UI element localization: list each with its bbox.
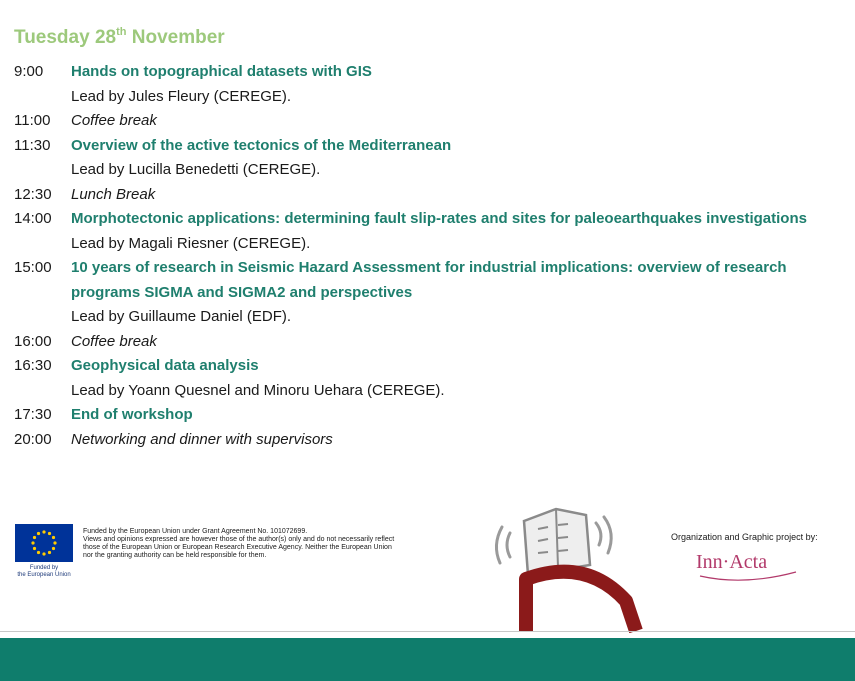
- schedule-item: [14, 330, 844, 355]
- footer-divider: [0, 631, 855, 632]
- eu-flag-icon: [15, 524, 73, 562]
- bottom-color-band: [0, 638, 855, 681]
- schedule-item: [14, 403, 844, 428]
- schedule-item: [14, 109, 844, 134]
- session-lead: Lead by Guillaume Daniel (EDF).: [71, 308, 292, 325]
- building-sketch-logo: [486, 497, 646, 638]
- eu-caption: [12, 565, 76, 579]
- session-title: Hands on topographical datasets with GIS: [71, 63, 372, 80]
- schedule-time: 9:00: [14, 63, 44, 80]
- schedule-time: 16:00: [14, 332, 52, 350]
- organization-label: Organization and Graphic project by:: [671, 532, 818, 542]
- schedule-item: [14, 60, 844, 109]
- eu-funding-logo: [12, 524, 76, 579]
- session-title-line-1: 10 years of research in Seismic Hazard Assessment for industrial implications: overview of research: [71, 259, 787, 276]
- break-label: Lunch Break: [71, 185, 156, 203]
- schedule-time: 17:30: [14, 406, 52, 423]
- schedule-item: [14, 354, 844, 403]
- innacta-logo-text: Inn·Acta: [696, 551, 768, 573]
- schedule-item: [14, 134, 844, 183]
- schedule-item: [14, 207, 844, 256]
- schedule-item: [14, 183, 844, 208]
- disclaimer-line: those of the European Union or European Research Executive Agency. Neither the European Union: [83, 544, 392, 551]
- break-label: Coffee break: [71, 332, 157, 350]
- schedule-list: [14, 60, 844, 452]
- day-heading: [14, 26, 225, 49]
- session-lead: Lead by Magali Riesner (CEREGE).: [71, 234, 311, 252]
- session-title-line-2: programs SIGMA and SIGMA2 and perspectives: [71, 283, 413, 301]
- funding-disclaimer: [83, 528, 433, 560]
- session-lead: Lead by Yoann Quesnel and Minoru Uehara (CEREGE).: [71, 381, 445, 399]
- schedule-time: 11:30: [14, 136, 51, 154]
- disclaimer-line: Funded by the European Union under Grant Agreement No. 101072699.: [83, 528, 308, 535]
- session-title: End of workshop: [71, 406, 193, 423]
- schedule-time: 12:30: [14, 185, 52, 203]
- day-ordinal-suffix: th: [116, 26, 127, 38]
- session-title: Overview of the active tectonics of the Mediterranean: [71, 136, 452, 154]
- schedule-time: 14:00: [14, 210, 52, 227]
- break-label: Coffee break: [71, 112, 157, 129]
- schedule-item: [14, 256, 844, 330]
- schedule-item: [14, 428, 844, 453]
- day-prefix: Tuesday 28: [14, 27, 117, 48]
- schedule-time: 11:00: [14, 112, 51, 129]
- day-month: November: [126, 27, 225, 48]
- schedule-time: 15:00: [14, 259, 52, 276]
- break-label: Networking and dinner with supervisors: [71, 430, 333, 448]
- eu-caption-line: the European Union: [17, 572, 71, 578]
- session-title: Geophysical data analysis: [71, 357, 259, 374]
- session-lead: Lead by Lucilla Benedetti (CEREGE).: [71, 161, 321, 178]
- innacta-logo: [694, 546, 804, 587]
- schedule-time: 16:30: [14, 357, 52, 374]
- schedule-time: 20:00: [14, 430, 52, 448]
- session-title: Morphotectonic applications: determining fault slip-rates and sites for paleoearthquakes investigations: [71, 210, 807, 227]
- disclaimer-line: Views and opinions expressed are however those of the author(s) only and do not necessarily reflect: [83, 536, 395, 543]
- disclaimer-line: nor the granting authority can be held responsible for them.: [83, 552, 267, 559]
- eu-caption-line: Funded by: [29, 565, 59, 571]
- session-lead: Lead by Jules Fleury (CEREGE).: [71, 87, 292, 105]
